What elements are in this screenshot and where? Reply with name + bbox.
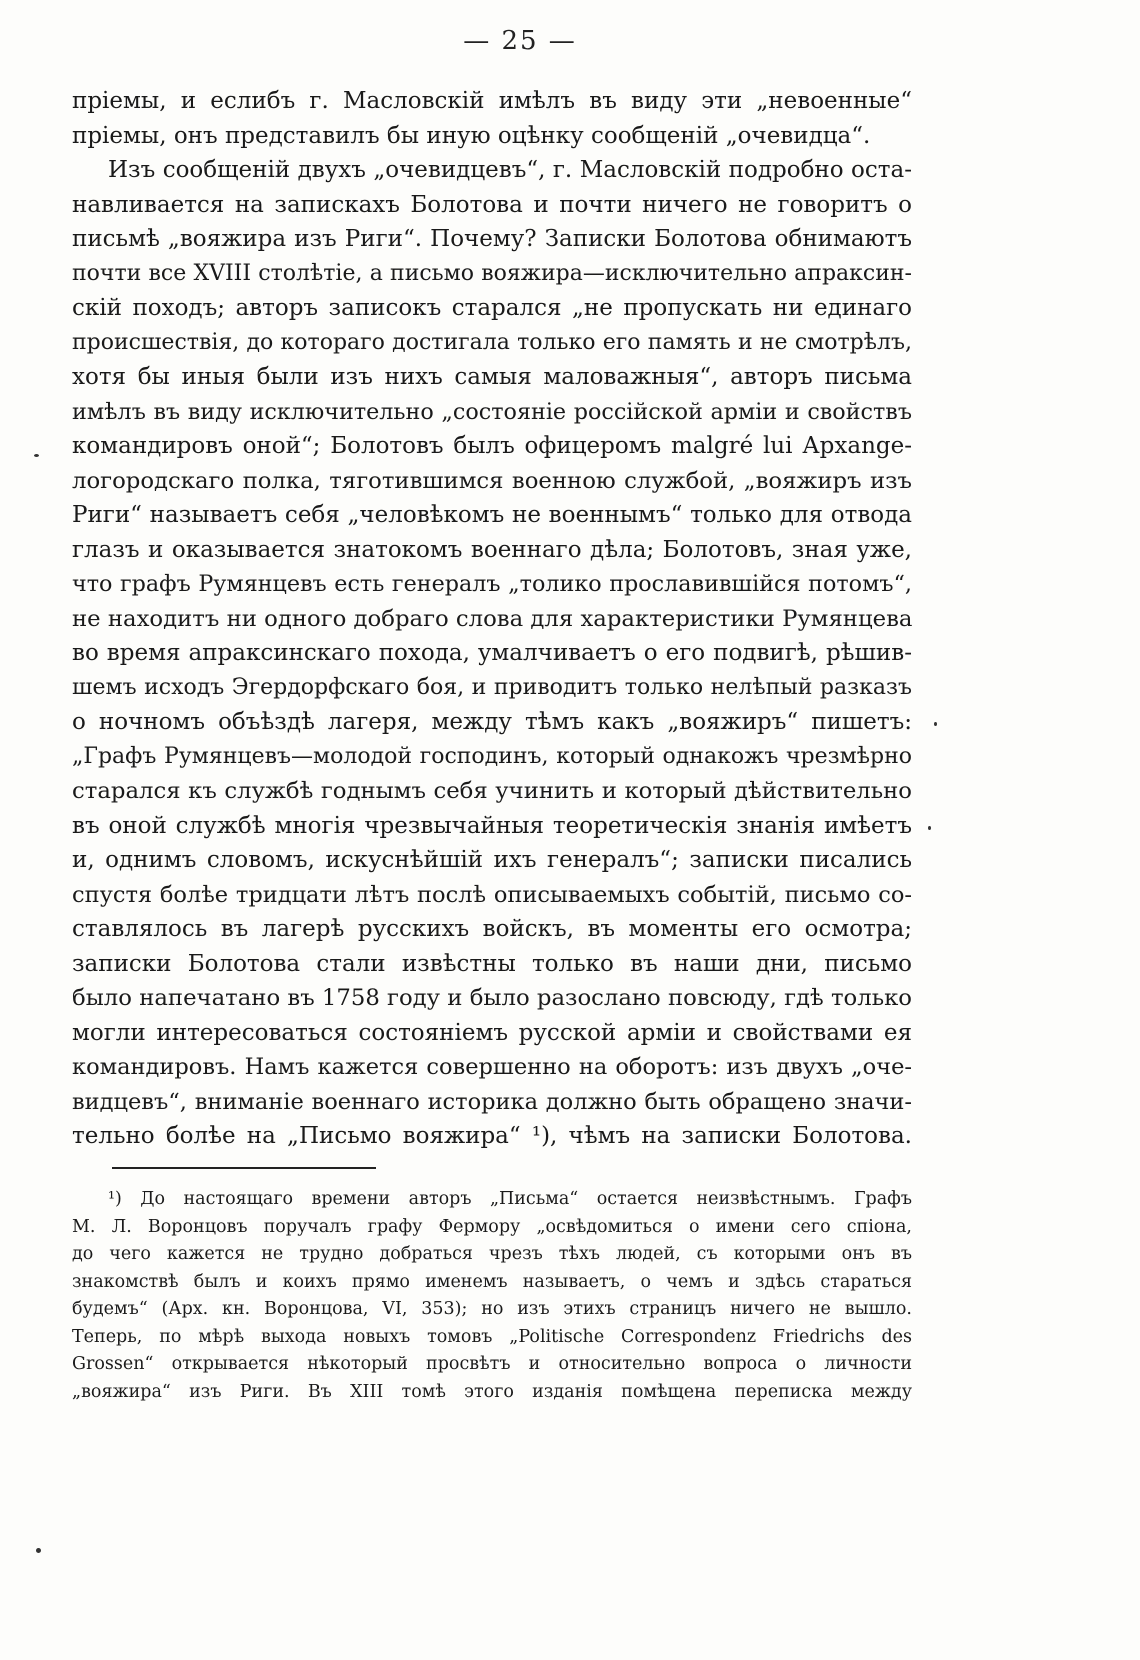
text-line: было напечатано въ 1758 году и было разослано повсюду, гдѣ только (72, 985, 912, 1011)
text-line: записки Болотова стали извѣстны только въ наши дни, письмо (72, 950, 912, 977)
footnote-line: ¹) До настоящаго времени авторъ „Письма“ остается неизвѣстнымъ. Графъ (108, 1189, 912, 1209)
text-line: спустя болѣе тридцати лѣтъ послѣ описываемыхъ событій, письмо со- (72, 881, 912, 908)
text-line: тельно болѣе на „Письмо вояжира“ ¹), чѣмъ на записки Болотова. (72, 1123, 912, 1149)
scan-speck (36, 1548, 41, 1553)
footnote-line: до чего кажется не трудно добраться чрезъ тѣхъ людей, съ которыми онъ въ (72, 1244, 912, 1264)
text-line: что графъ Румянцевъ есть генералъ „толико прославившійся потомъ“, (72, 571, 912, 597)
text-line: ставлялось въ лагерѣ русскихъ войскъ, въ моменты его осмотра; (72, 916, 912, 942)
footnote-line: будемъ“ (Арх. кн. Воронцова, VI, 353); но изъ этихъ страницъ ничего не вышло. (72, 1299, 912, 1319)
footnote-divider (112, 1167, 376, 1169)
scan-speck (34, 454, 39, 457)
text-line: не находитъ ни одного добраго слова для характеристики Румянцева (72, 605, 912, 632)
text-line: о ночномъ объѣздѣ лагеря, между тѣмъ какъ „вояжиръ“ пишетъ: (72, 709, 912, 735)
text-line: въ оной службѣ многія чрезвычайныя теоретическія знанія имѣетъ (72, 812, 912, 839)
page-number: — 25 — (463, 26, 577, 56)
main-text (72, 84, 912, 1154)
scan-speck (934, 722, 937, 726)
text-line: Риги“ называетъ себя „человѣкомъ не военнымъ“ только для отвода (72, 502, 912, 528)
text-line: „Графъ Румянцевъ—молодой господинъ, который однакожъ чрезмѣрно (72, 743, 912, 769)
text-line: навливается на запискахъ Болотова и почти ничего не говоритъ о (72, 191, 912, 218)
text-line: скій походъ; авторъ записокъ старался „не пропускать ни единаго (72, 295, 912, 321)
text-line: могли интересоваться состояніемъ русской арміи и свойствами ея (72, 1019, 912, 1046)
footnote-line: знакомствѣ былъ и коихъ прямо именемъ называетъ, о чемъ и здѣсь стараться (72, 1271, 912, 1292)
text-line: глазъ и оказывается знатокомъ военнаго дѣла; Болотовъ, зная уже, (72, 536, 912, 563)
footnote-line: Теперь, по мѣрѣ выхода новыхъ томовъ „Politische Correspondenz Friedrichs des (72, 1326, 912, 1347)
text-line: видцевъ“, вниманіе военнаго историка должно быть обращено значи- (72, 1088, 912, 1115)
text-line: хотя бы иныя были изъ нихъ самыя маловажныя“, авторъ письма (72, 364, 912, 390)
text-line: пріемы, и еслибъ г. Масловскій имѣлъ въ виду эти „невоенные“ (72, 88, 912, 114)
text-line: пріемы, онъ представилъ бы иную оцѣнку сообщеній „очевидца“. (72, 122, 871, 149)
text-line: логородскаго полка, тяготившимся военною службой, „вояжиръ изъ (72, 467, 912, 494)
text-line: письмѣ „вояжира изъ Риги“. Почему? Записки Болотова обнимаютъ (72, 226, 912, 252)
text-line: почти все XVIII столѣтіе, а письмо вояжира—исключительно апраксин- (72, 260, 912, 286)
footnote (72, 1186, 912, 1406)
text-line: шемъ исходъ Эгердорфскаго боя, и приводитъ только нелѣпый разказъ (72, 674, 912, 700)
text-line: Изъ сообщеній двухъ „очевидцевъ“, г. Масловскій подробно оста- (108, 157, 912, 183)
text-line: командировъ. Намъ кажется совершенно на оборотъ: изъ двухъ „оче- (72, 1054, 912, 1080)
footnote-line: „вояжира“ изъ Риги. Въ XIII томѣ этого изданія помѣщена переписка между (72, 1381, 912, 1402)
text-line: командировъ оной“; Болотовъ былъ офицеромъ malgré lui Архange- (72, 433, 912, 459)
text-line: имѣлъ въ виду исключительно „состояніе россійской арміи и свойствъ (72, 398, 912, 425)
footnote-line: Grossen“ открывается нѣкоторый просвѣтъ и относительно вопроса о личности (72, 1354, 912, 1374)
text-line: происшествія, до котораго достигала только его память и не смотрѣлъ, (72, 329, 912, 355)
text-line: во время апраксинскаго похода, умалчиваетъ о его подвигѣ, рѣшив- (72, 640, 912, 666)
text-line: старался къ службѣ годнымъ себя учинить и который дѣйствительно (72, 778, 912, 804)
text-line: и, однимъ словомъ, искуснѣйшій ихъ генералъ“; записки писались (72, 847, 912, 873)
scan-speck (928, 826, 931, 830)
footnote-line: М. Л. Воронцовъ поручалъ графу Фермору „освѣдомиться о имени сего спіона, (72, 1216, 912, 1237)
